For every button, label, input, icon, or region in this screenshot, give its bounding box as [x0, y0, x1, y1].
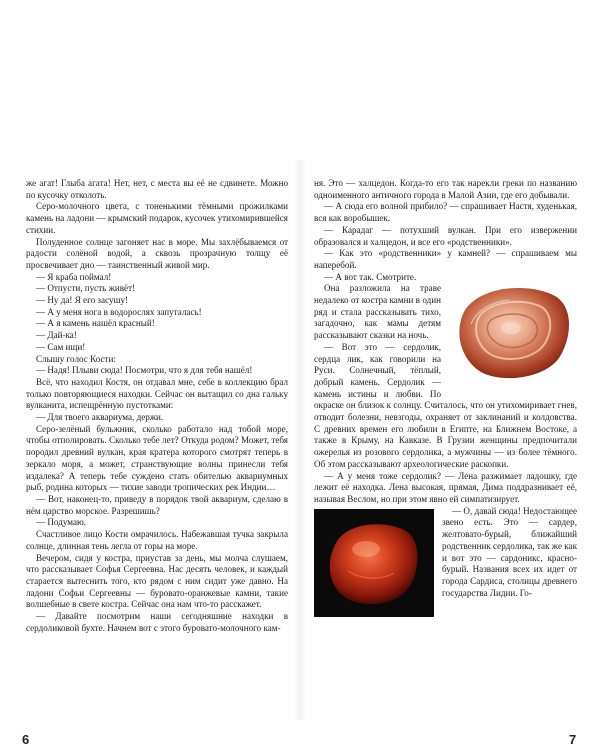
dialogue-line: — Вот это — сердолик, сердца лик, как говорили на Руси. Солнечный, тёплый, добрый камень. Сердолик — камень истины и любви. По окраске он близок к солнцу. Считалось, что он утихомиривает гнев, отводит болезни, невзгоды, охраняет от заклинаний и колдовства. С древних времен его любили в Египте, на Ближнем Востоке, а также в Крыму, на Кавказе. В Грузии женщины предпочитали ожерелья из розового сердолика, а мужчины — из более тёмного. Об этом рассказывают археологические раскопки. — [314, 341, 577, 469]
dialogue-line: — А у меня нога в водорослях запуталась! — [36, 306, 202, 317]
dialogue-line: — Карадаг — потухший вулкан. При его извержении образовался и халцедон, и все его «родственники». — [314, 224, 577, 247]
dialogue-line: — А я камень нашёл красный! — [36, 318, 155, 329]
carnelian-stone-icon — [314, 509, 434, 617]
dialogue-line: — Вот, наконец-то, приведу в порядок твой аквариум, сделаю в нём царство морское. Разрешишь? — [26, 493, 288, 516]
paragraph: же агат! Глыба агата! Нет, нет, с места вы её не сдвинете. Можно по кусочку отколоть. — [26, 178, 288, 200]
dialogue-line: — Сам ищи! — [36, 341, 86, 352]
agate-stone-icon — [451, 280, 577, 386]
dialogue-line: — О, давай сюда! Недостающее звено есть. Это — сардер, желтовато-бурый, ближайший родственник сердолика, так же как и вот это — сардоникс, красно-бурый. Названия всех их идет от города Сардиса, столицы древнего государства Лидии. Го- — [442, 505, 577, 598]
dialogue-line: — Ну да! Я его засушу! — [36, 295, 129, 306]
paragraph: Всё, что находил Костя, он отдавал мне, себе в коллекцию брал только повторяющиеся находки. Сейчас он вытащил со дна гальку вулканита, испещрённую пустотками: — [26, 376, 288, 411]
dialogue-line: — Подумаю. — [36, 517, 87, 528]
right-page-text — [314, 178, 577, 619]
paragraph: ня. Это — халцедон. Когда-то его так нарекли греки по названию одноименного античного города в Малой Азии, где его добывали. — [314, 178, 577, 200]
paragraph: Серо-зелёный бульжник, сколько работало над тобой море, чтобы отполировать. Сколько тебе лет? Откуда родом? Может, тебя породил древний вулкан, края кратера которого смотрят теперь в зеркало моря, а может, странствующие волны принесли тебя издалека? А теперь тебе суждено стать обителью аквариумных рыб, родина которых — тихие заводи тропических рек Индии… — [26, 423, 288, 493]
dialogue-line: — Давайте посмотрим наши сегодняшние находки в сердоликовой бухте. Начнем вот с этого буровато-молочного кам- — [26, 611, 288, 633]
paragraph: Она разложила на траве недалеко от костра камни в один ряд и стала рассказывать тихо, загадочно, как мамы детям рассказывают сказки на ночь. — [314, 283, 441, 341]
dialogue-line: — А вот так. Смотрите. — [324, 271, 417, 282]
paragraph: Вечером, сидя у костра, приустав за день, мы молча слушаем, что рассказывает Софья Сергеевна. Нас десять человек, и каждый старается вытеснить того, кто рядом с ним сидит уже давно. На ладони Софьи Сергеевны — буровато-оранжевые камни, такие волшебные в свете костра. Сейчас она нам что-то расскажет. — [26, 552, 288, 610]
dialogue-line: — Как это «родственники» у камней? — спрашиваем мы наперебой. — [314, 248, 577, 270]
dialogue-line: — А у меня тоже сердолик? — Лена разжимает ладошку, где лежит её находка. Лена высокая, прямая, Дима поддразнивает её, называя Веслом, но при этом явно ей симпатизирует. — [314, 470, 577, 504]
dialogue-line: — Отпусти, пусть живёт! — [36, 283, 136, 294]
dialogue-line: — Для твоего аквариума, держи. — [36, 412, 164, 423]
page-number-left: 6 — [22, 732, 30, 747]
agate-photo — [447, 274, 581, 392]
paragraph: Серо-молочного цвета, с тоненькими тёмными прожилками камень на ладони — крымский подарок, кусочек утихомирившейся стихии. — [26, 201, 288, 235]
paragraph: Счастливое лицо Кости омрачилось. Набежавшая тучка закрыла солнце, длинная тень легла от горы на море. — [26, 529, 288, 551]
dialogue-line: — Дай-ка! — [36, 330, 77, 341]
book-gutter — [294, 160, 306, 720]
dialogue-line: — А сюда его волной прибило? — спрашивает Настя, худенькая, вся как воробышек. — [314, 201, 577, 224]
paragraph: Слышу голос Кости: — [36, 353, 116, 364]
page-number-right: 7 — [569, 732, 577, 747]
left-page-text — [26, 178, 288, 634]
dialogue-line: — Надя! Плыви сюда! Посмотри, что я для тебя нашёл! — [36, 365, 253, 376]
paragraph: Полуденное солнце загоняет нас в море. Мы захлёбываемся от радости солёной водой, а сквозь прозрачную толщу её просвечивает дно — таинственный живой мир. — [26, 236, 288, 270]
carnelian-photo — [314, 509, 434, 617]
dialogue-line: — Я краба поймал! — [36, 271, 112, 282]
